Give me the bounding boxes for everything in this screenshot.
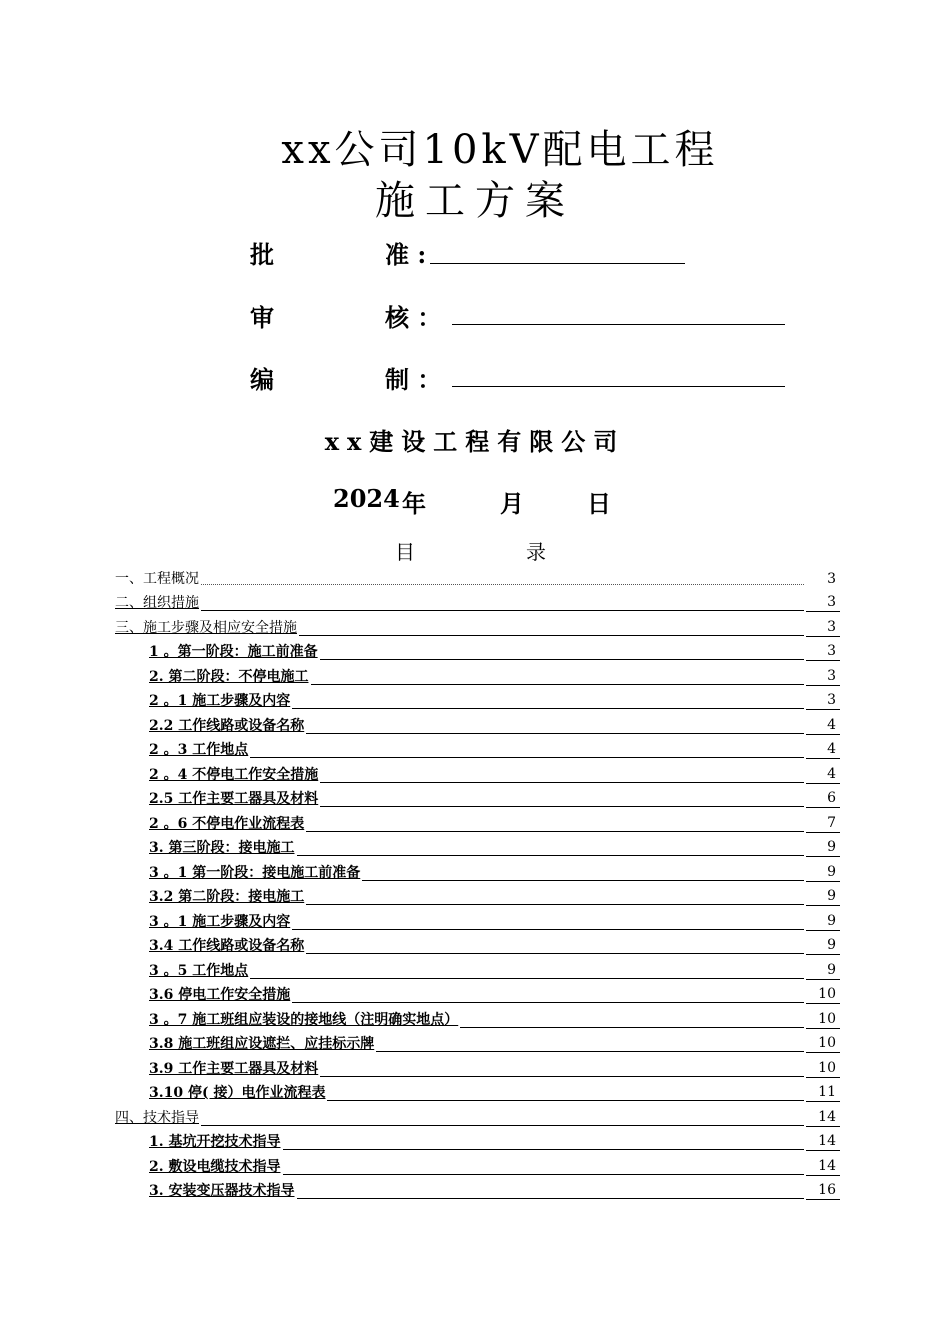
toc-entry-page: 9 xyxy=(806,863,840,882)
toc-entry[interactable] xyxy=(115,833,840,858)
toc-leader-dots xyxy=(306,903,804,905)
toc-entry-label: 2 。1 施工步骤及内容 xyxy=(149,693,291,709)
document-title-line-2: 施工方案 xyxy=(375,178,575,224)
toc-entry-page: 14 xyxy=(806,1108,840,1127)
toc-entry-page: 9 xyxy=(806,961,840,980)
compile-label-1: 编 xyxy=(250,365,274,394)
toc-entry[interactable] xyxy=(115,1151,840,1176)
toc-entry-label: 2 。6 不停电作业流程表 xyxy=(149,815,305,832)
table-of-contents xyxy=(115,563,840,1200)
toc-entry[interactable] xyxy=(115,661,840,686)
toc-entry-page: 6 xyxy=(806,789,840,808)
toc-entry-label: 四、技术指导 xyxy=(115,1109,199,1126)
toc-entry-label: 3 。5 工作地点 xyxy=(149,962,249,979)
approve-label-2: 准 : xyxy=(385,240,427,269)
toc-entry-label: 3.6 停电工作安全措施 xyxy=(149,987,291,1003)
toc-entry-label: 3 。1 施工步骤及内容 xyxy=(149,913,291,930)
toc-entry-page: 16 xyxy=(806,1181,840,1200)
toc-leader-dots xyxy=(306,732,804,734)
toc-leader-dots xyxy=(292,928,804,930)
toc-entry-label: 二、组织措施 xyxy=(115,595,199,611)
toc-leader-dots xyxy=(311,683,805,685)
compile-row xyxy=(0,360,950,394)
toc-entry[interactable] xyxy=(115,857,840,882)
toc-entry-page: 10 xyxy=(806,1034,840,1053)
toc-entry-label: 1 。第一阶段：施工前准备 xyxy=(149,644,318,660)
toc-leader-dots xyxy=(297,1197,805,1199)
toc-title-char-1: 目 xyxy=(395,540,415,564)
date-line xyxy=(0,484,950,518)
toc-entry-label: 3.9 工作主要工器具及材料 xyxy=(149,1060,319,1077)
review-signature-line xyxy=(452,324,785,325)
toc-entry-label: 3. 安装变压器技术指导 xyxy=(149,1183,295,1199)
toc-entry[interactable] xyxy=(115,710,840,735)
toc-entry[interactable] xyxy=(115,931,840,956)
toc-entry[interactable] xyxy=(115,1029,840,1054)
toc-leader-dots xyxy=(292,707,804,709)
toc-entry-label: 3.2 第二阶段：接电施工 xyxy=(149,889,305,905)
toc-entry-page: 7 xyxy=(806,814,840,833)
approve-label-1: 批 xyxy=(250,240,274,269)
toc-entry[interactable] xyxy=(115,735,840,760)
toc-entry-page: 14 xyxy=(806,1132,840,1151)
toc-entry[interactable] xyxy=(115,588,840,613)
toc-entry-label: 2.5 工作主要工器具及材料 xyxy=(149,791,319,807)
toc-entry-page: 3 xyxy=(806,642,840,661)
toc-leader-dots xyxy=(283,1148,805,1150)
toc-leader-dots xyxy=(320,781,804,783)
review-row xyxy=(0,298,950,332)
toc-entry-label: 2. 第二阶段：不停电施工 xyxy=(149,668,309,685)
date-year-unit: 年 xyxy=(402,489,426,518)
toc-title-char-2: 录 xyxy=(526,540,546,564)
toc-entry-label: 2.2 工作线路或设备名称 xyxy=(149,717,305,734)
toc-entry[interactable] xyxy=(115,784,840,809)
date-month-unit: 月 xyxy=(500,489,524,518)
toc-entry-label: 3. 第三阶段：接电施工 xyxy=(149,840,295,856)
date-year: 2024 xyxy=(333,484,400,513)
toc-entry[interactable] xyxy=(115,980,840,1005)
toc-leader-dots xyxy=(283,1173,805,1175)
toc-leader-dots xyxy=(299,634,804,636)
toc-entry-page: 3 xyxy=(827,570,836,587)
toc-leader-dots xyxy=(306,952,804,954)
toc-entry[interactable] xyxy=(115,1078,840,1103)
toc-entry-page: 14 xyxy=(806,1157,840,1176)
toc-entry-page: 9 xyxy=(806,936,840,955)
toc-leader-dots xyxy=(362,879,804,881)
toc-entry-page: 10 xyxy=(806,1059,840,1078)
toc-leader-dots xyxy=(201,583,804,585)
toc-entry[interactable] xyxy=(115,1004,840,1029)
toc-entry-page: 10 xyxy=(806,985,840,1004)
review-label-1: 审 xyxy=(250,303,274,332)
toc-leader-dots xyxy=(292,1001,804,1003)
toc-leader-dots xyxy=(460,1026,804,1028)
toc-entry[interactable] xyxy=(115,1176,840,1201)
toc-entry-label: 3 。1 第一阶段：接电施工前准备 xyxy=(149,864,361,881)
toc-entry[interactable] xyxy=(115,906,840,931)
toc-entry-label: 3.4 工作线路或设备名称 xyxy=(149,938,305,954)
toc-leader-dots xyxy=(327,1099,804,1101)
toc-entry[interactable] xyxy=(115,1102,840,1127)
toc-entry-label: 一、工程概况 xyxy=(115,570,199,587)
toc-entry-label: 2. 敷设电缆技术指导 xyxy=(149,1158,281,1175)
approve-row xyxy=(0,235,950,269)
toc-entry-label: 1. 基坑开挖技术指导 xyxy=(149,1134,281,1150)
toc-leader-dots xyxy=(201,1124,804,1126)
date-day-unit: 日 xyxy=(587,489,611,518)
toc-entry[interactable] xyxy=(115,1053,840,1078)
toc-entry-page: 3 xyxy=(806,667,840,686)
toc-leader-dots xyxy=(250,977,804,979)
toc-entry-page: 10 xyxy=(806,1010,840,1029)
toc-leader-dots xyxy=(320,658,804,660)
toc-leader-dots xyxy=(320,805,804,807)
review-label-2: 核 ： xyxy=(385,303,442,332)
toc-entry-page: 4 xyxy=(806,740,840,759)
toc-entry-page: 4 xyxy=(806,716,840,735)
toc-entry-page: 4 xyxy=(806,765,840,784)
toc-leader-dots xyxy=(376,1050,804,1052)
toc-leader-dots xyxy=(201,609,804,611)
toc-entry[interactable] xyxy=(115,759,840,784)
toc-entry-page: 3 xyxy=(806,691,840,710)
toc-entry-label: 3 。7 施工班组应装设的接地线（注明确实地点） xyxy=(149,1011,459,1028)
toc-entry-page: 3 xyxy=(806,593,840,612)
toc-entry[interactable] xyxy=(115,637,840,662)
toc-title xyxy=(0,536,950,564)
approve-signature-line xyxy=(430,263,685,264)
toc-leader-dots xyxy=(297,854,805,856)
toc-entry-page: 3 xyxy=(806,618,840,637)
compile-label-2: 制 ： xyxy=(385,365,442,394)
company-name: xx建设工程有限公司 xyxy=(324,427,626,456)
toc-entry-label: 2 。4 不停电工作安全措施 xyxy=(149,766,319,783)
toc-entry[interactable] xyxy=(115,563,840,588)
toc-entry[interactable] xyxy=(115,882,840,907)
toc-leader-dots xyxy=(250,756,804,758)
toc-leader-dots xyxy=(306,830,804,832)
toc-entry[interactable] xyxy=(115,686,840,711)
toc-entry-label: 2 。3 工作地点 xyxy=(149,742,249,758)
toc-entry-label: 三、施工步骤及相应安全措施 xyxy=(115,619,297,636)
toc-entry[interactable] xyxy=(115,955,840,980)
toc-entry-page: 11 xyxy=(806,1083,840,1102)
toc-entry[interactable] xyxy=(115,612,840,637)
toc-entry[interactable] xyxy=(115,808,840,833)
compile-signature-line xyxy=(452,386,785,387)
toc-entry[interactable] xyxy=(115,1127,840,1152)
toc-entry-label: 3.8 施工班组应设遮拦、应挂标示牌 xyxy=(149,1036,375,1052)
document-title-line-1: xx公司10kV配电工程 xyxy=(281,127,719,173)
toc-entry-page: 9 xyxy=(806,912,840,931)
toc-entry-page: 9 xyxy=(806,838,840,857)
toc-entry-page: 9 xyxy=(806,887,840,906)
toc-entry-label: 3.10 停( 接）电作业流程表 xyxy=(149,1085,326,1101)
toc-leader-dots xyxy=(320,1075,804,1077)
